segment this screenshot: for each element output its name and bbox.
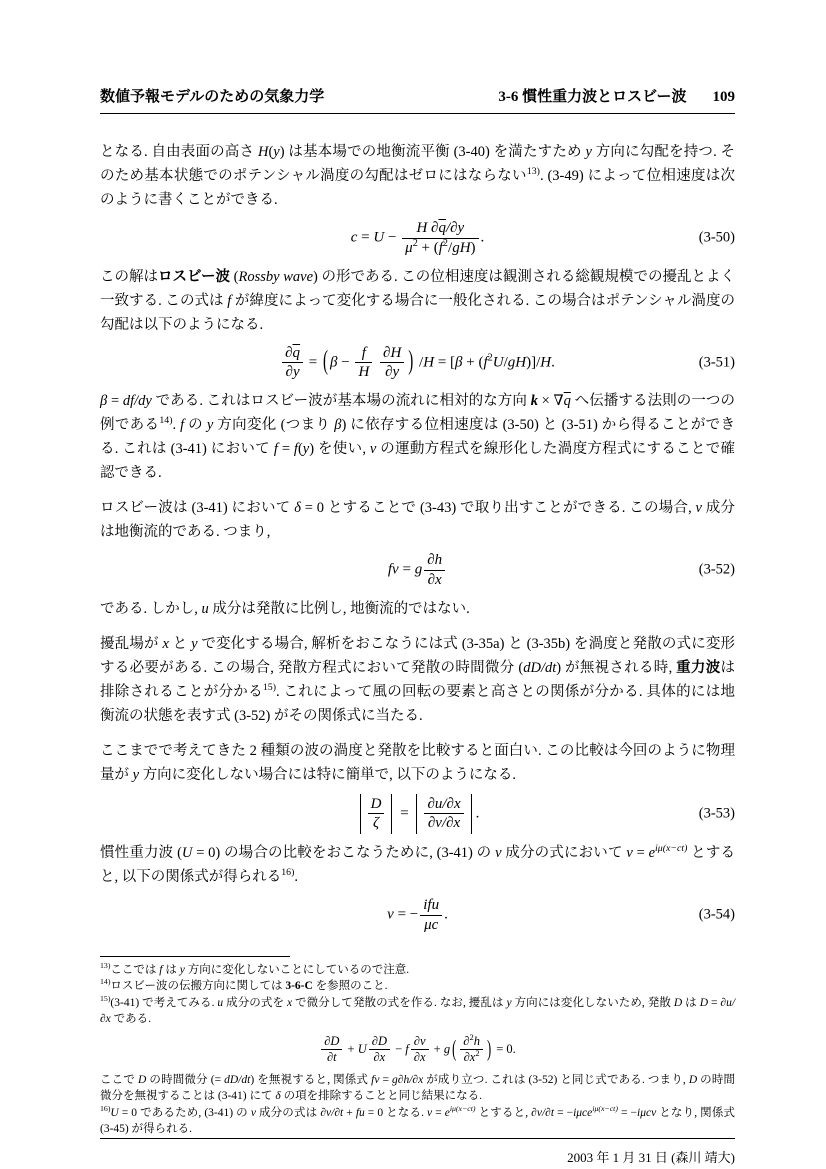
page-number: 109 <box>712 89 735 105</box>
footnote-14: $^{14)}$ロスビー波の伝搬方向に関しては 3-6-C を参照のこと. <box>100 977 388 992</box>
footnotes-section <box>100 956 735 1138</box>
equation-body: v = − $\frac{\text{ifu}}{\mu c}$ . <box>387 897 448 933</box>
equation-3-50 <box>100 219 735 258</box>
paragraph-4-continued: である. しかし, u 成分は発散に比例し, 地衡流的ではない. <box>100 600 470 617</box>
paragraph-1: となる. 自由表面の高さ H(y) は基本場での地衡流平衡 (3-40) を満たすため y 方向に勾配を持つ. そのため基本状態でのポテンシャル渦度の勾配はゼロにはならない$^{13)}$. (3-49) によって位相速度は次のように書くことができる. <box>100 144 736 208</box>
footnote-13: $^{13)}$ここでは f は y 方向に変化しないことにしているので注意. <box>100 960 410 976</box>
paragraph-7: 慣性重力波 (U = 0) の場合の比較をおこなうために, (3-41) の v 成分の式において $v = e^{i\mu(x-ct)}$ とすると, 以下の関係式が得られる$^{16)}$. <box>100 843 735 885</box>
equation-label: (3-52) <box>698 561 735 578</box>
page-footer <box>100 1138 735 1166</box>
equation-label: (3-51) <box>698 354 735 371</box>
equation-body: fv = g $\frac{\partial h}{\partial x}$ <box>388 551 447 590</box>
equation-3-51 <box>100 344 735 383</box>
equation-label: (3-53) <box>698 805 735 822</box>
header-rule <box>100 113 735 114</box>
section-title: 3-6 慣性重力波とロスビー波 <box>498 89 687 105</box>
footnote-16: $^{16)}$U = 0 であるため, (3-41) の v 成分の式は ∂v/∂t + fu = 0 となる. $v = e^{i\mu(x-ct)}$ とすると, ∂v/∂t = −iμce$^{i\mu(x-ct)}$ = −iμcv となり, 関係式 (3-45) が得られる. <box>100 1103 736 1136</box>
equation-label: (3-50) <box>698 229 735 246</box>
header-right <box>498 85 735 106</box>
equation-3-54 <box>100 896 735 935</box>
paragraph-6: ここまでで考えてきた 2 種類の波の渦度と発散を比較すると面白い. この比較は今回のように物理量が y 方向に変化しない場合には特に簡単で, 以下のようになる. <box>100 742 735 783</box>
paragraph-2: この解はロスビー波 (Rossby wave) の形である. この位相速度は観測される総観規模での擾乱とよく一致する. この式は f が緯度によって変化する場合に一般化される. この場合はポテンシャル渦度の勾配は以下のようになる. <box>100 268 736 333</box>
equation-3-53 <box>100 794 735 835</box>
equation-label: (3-54) <box>698 906 735 923</box>
equation-body: $\frac{\partial D}{\partial t}$ + U $\frac{\partial D}{\partial x}$ − f $\frac{\partial v}{\partial x}$ + g ( $\frac{\partial^2h}{\partial x^2}$ ) = 0. <box>319 1034 516 1066</box>
paragraph-4: ロスビー波は (3-41) において δ = 0 とすることで (3-43) で取り出すことができる. この場合, v 成分は地衡流的である. つまり, <box>100 500 736 540</box>
equation-3-52 <box>100 551 735 590</box>
book-title: 数値予報モデルのための気象力学 <box>100 89 325 105</box>
paragraph-3: β = df/dy である. これはロスビー波が基本場の流れに相対的な方向 $k \times \nabla\overline{q}$ へ伝播する法則の一つの例である$^{14)}$. f の y 方向変化 (つまり β) に依存する位相速度は (3-50) と (3-51) から得ることができる. これは (3-41) において f = f(y) を使い, v の運動方程式を線形化した渦度方程式にすることで確認できる. <box>100 393 736 481</box>
footer-date: 2003 年 1 月 31 日 (森川 靖大) <box>567 1149 735 1165</box>
paragraph-5: 擾乱場が x と y で変化する場合, 解析をおこなうには式 (3-35a) と (3-35b) を渦度と発散の式に変形する必要がある. この場合, 発散方程式において発散の時間微分 (dD/dt) が無視される時, 重力波は排除されることが分かる$^{15)}$. これによって風の回転の要素と高さとの関係が分かる. 具体的には地衡流の状態を表す式 (3-52) がその関係式に当たる. <box>100 635 736 724</box>
equation-body: $\frac{\partial\overline{q}}{\partial y}$ = ( β − $\frac{f}{H}$ $\frac{\partial H}{\partial y}$ ) $/H = [\beta + (f^2U/gH)]/H$. <box>280 344 555 383</box>
equation-body: $\frac{D}{\zeta}$ = $\frac{\partial u/\partial x}{\partial v/\partial x}$ . <box>356 794 480 835</box>
footnote-15: $^{15)}$(3-41) で考えてみる. u 成分の式を x で微分して発散の式を作る. なお, 擾乱は y 方向には変化しないため, 発散 D は D = ∂u/∂x である. <box>100 993 736 1025</box>
footnote-15-continued: ここで D の時間微分 (= dD/dt) を無視すると, 関係式 fv = g∂h/∂x が成り立つ. これは (3-52) と同じ式である. つまり, D の時間微分を無視することは (3-41) にて δ の項を排除することと同じ結果になる. <box>100 1073 735 1103</box>
page-header <box>100 85 735 106</box>
equation-body: c = U − $\frac{H \partial\overline{q}/\partial y}{\mu^2 + (f^2/gH)}$ . <box>350 220 485 256</box>
footnote-separator <box>100 956 290 957</box>
footnote-equation <box>100 1031 735 1066</box>
